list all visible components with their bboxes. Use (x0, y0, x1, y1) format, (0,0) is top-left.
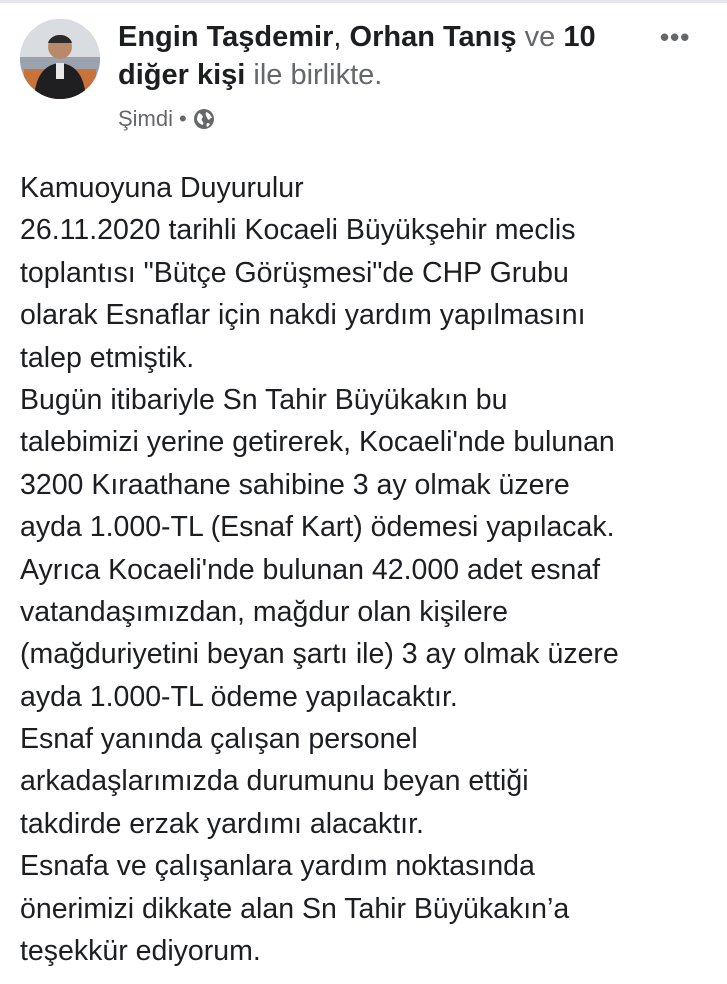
post-line: olarak Esnaflar için nakdi yardım yapılmasını (20, 299, 586, 332)
globe-icon[interactable] (193, 108, 215, 130)
post-line: önerimizi dikkate alan Sn Tahir Büyükakın’a (20, 892, 570, 925)
post-line: toplantısı "Bütçe Görüşmesi"de CHP Grubu (20, 256, 569, 289)
avatar-photo (20, 19, 100, 99)
post-header (118, 18, 638, 94)
post-line: (mağduriyetini beyan şartı ile) 3 ay olmak üzere (20, 638, 619, 671)
timestamp[interactable]: Şimdi (118, 106, 174, 131)
post-line: arkadaşlarımızda durumunu beyan ettiği (20, 765, 529, 798)
author-name-1[interactable]: Engin Taşdemir (118, 21, 334, 53)
top-divider (0, 0, 727, 3)
post-line: 3200 Kıraathane sahibine 3 ay olmak üzere (20, 468, 570, 501)
post-line: ayda 1.000-TL (Esnaf Kart) ödemesi yapılacak. (20, 511, 615, 544)
post-line: teşekkür ediyorum. (20, 935, 261, 968)
post-line: vatandaşımızdan, mağdur olan kişilere (20, 595, 508, 628)
post-line: Esnaf yanında çalışan personel (20, 723, 418, 756)
header-suffix: ile birlikte. (245, 59, 383, 91)
post-line: talebimizi yerine getirerek, Kocaeli'nde bulunan (20, 426, 615, 459)
post-line: Esnafa ve çalışanlara yardım noktasında (20, 850, 535, 883)
post-line: ayda 1.000-TL ödeme yapılacaktır. (20, 680, 458, 713)
post-line: takdirde erzak yardımı alacaktır. (20, 807, 424, 840)
post-meta (118, 104, 215, 134)
more-options-button[interactable]: ••• (660, 22, 691, 52)
post-line: Bugün itibariyle Sn Tahir Büyükakın bu (20, 383, 508, 416)
author-separator: , (333, 21, 350, 53)
meta-dot: • (179, 106, 187, 131)
post-line: 26.11.2020 tarihli Kocaeli Büyükşehir meclis (20, 214, 576, 247)
post-line: Kamuoyuna Duyurulur (20, 172, 304, 204)
author-name-2[interactable]: Orhan Tanış (349, 21, 517, 53)
post-line: talep etmiştik. (20, 341, 195, 374)
avatar[interactable] (20, 19, 100, 99)
connector-text: ve (516, 21, 564, 53)
post-body (20, 167, 720, 972)
post-line: Ayrıca Kocaeli'nde bulunan 42.000 adet esnaf (20, 553, 601, 586)
others-count-link[interactable]: 10 diğer kişi (118, 21, 596, 91)
